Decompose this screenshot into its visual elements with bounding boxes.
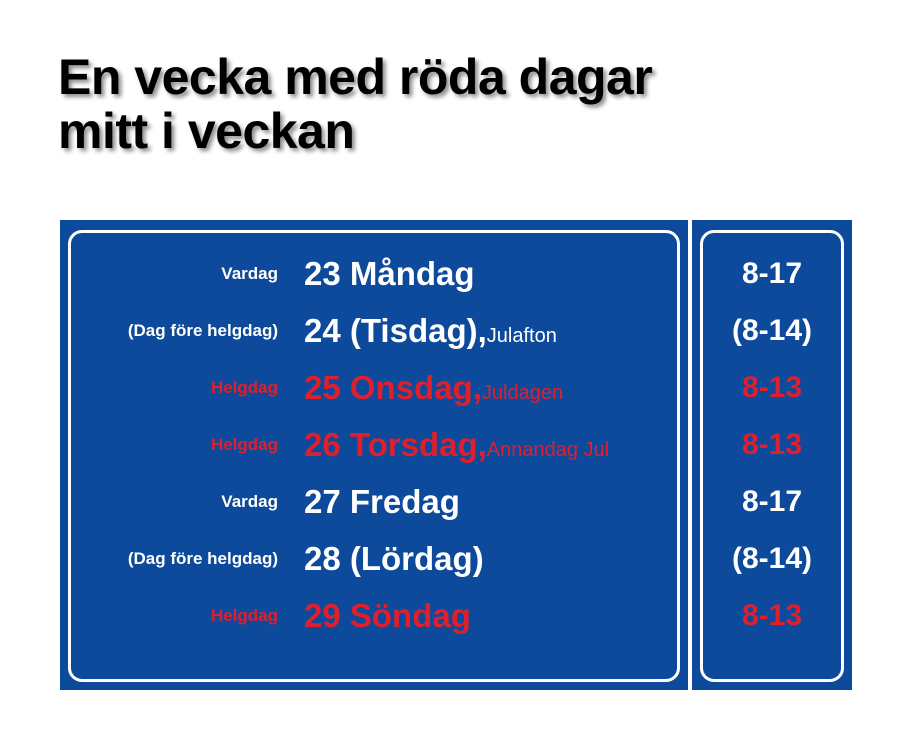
day-note: Juldagen (481, 382, 564, 404)
opening-hours: (8-14) (731, 542, 813, 575)
day-name: 27 Fredag (304, 483, 460, 520)
day-type-label: (Dag före helgdag) (127, 549, 278, 568)
day-note: Julafton (486, 325, 557, 347)
day-name: 29 Söndag (304, 597, 471, 634)
schedule-row (0, 596, 901, 636)
day-name: 26 Torsdag,Annandag Jul (304, 426, 610, 463)
opening-hours: 8-13 (741, 599, 803, 632)
schedule-row (0, 368, 901, 408)
schedule-row (0, 425, 901, 465)
opening-hours: 8-13 (741, 371, 803, 404)
day-type-label: Helgdag (210, 378, 278, 397)
opening-hours: 8-17 (741, 257, 803, 290)
opening-hours: 8-13 (741, 428, 803, 461)
day-type-label: (Dag före helgdag) (127, 321, 278, 340)
day-name: 28 (Lördag) (304, 540, 484, 577)
day-note: Annandag Jul (486, 439, 610, 461)
schedule-row (0, 539, 901, 579)
title-line-2: mitt i veckan (58, 103, 355, 159)
day-name: 25 Onsdag,Juldagen (304, 369, 564, 406)
page-title (58, 50, 652, 158)
schedule-row (0, 311, 901, 351)
day-type-label: Vardag (221, 264, 278, 283)
schedule-row (0, 482, 901, 522)
day-type-label: Vardag (221, 492, 278, 511)
day-type-label: Helgdag (210, 606, 278, 625)
day-name: 23 Måndag (304, 255, 475, 292)
opening-hours: (8-14) (731, 314, 813, 347)
day-type-label: Helgdag (210, 435, 278, 454)
schedule-row (0, 254, 901, 294)
day-name: 24 (Tisdag),Julafton (304, 312, 557, 349)
opening-hours: 8-17 (741, 485, 803, 518)
title-line-1: En vecka med röda dagar (58, 49, 653, 105)
